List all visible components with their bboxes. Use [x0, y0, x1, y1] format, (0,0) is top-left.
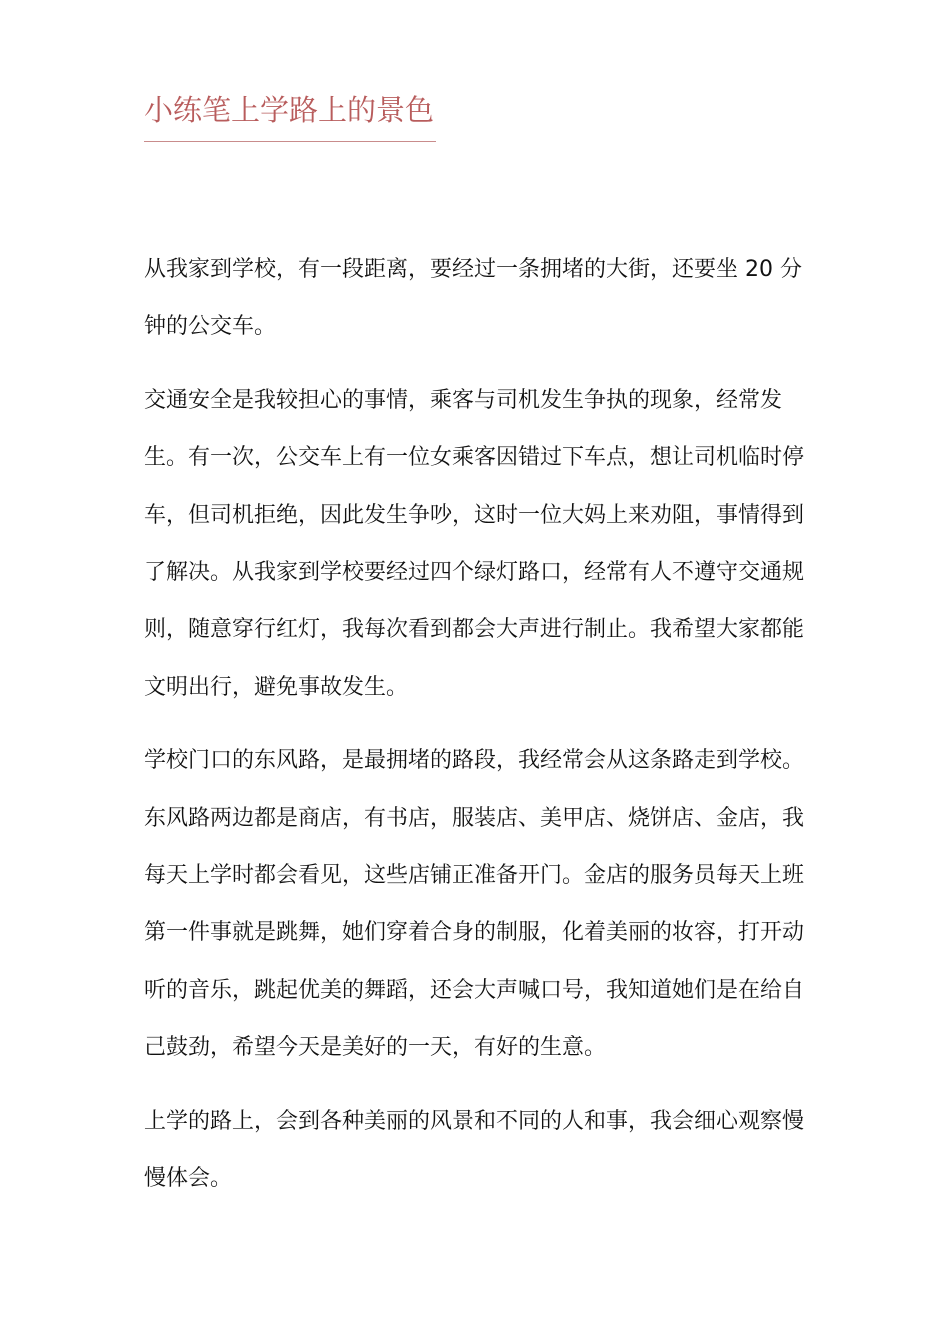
paragraph-2: 交通安全是我较担心的事情，乘客与司机发生争执的现象，经常发生。有一次，公交车上有一位女乘客因错过下车点，想让司机临时停车，但司机拒绝，因此发生争吵，这时一位大妈上来劝阻，事情得到了解决。从我家到学校要经过四个绿灯路口，经常有人不遵守交通规则，随意穿行红灯，我每次看到都会大声进行制止。我希望大家都能文明出行，避免事故发生。 [144, 387, 805, 700]
paragraph-1: 从我家到学校，有一段距离，要经过一条拥堵的大街，还要坐 20 分钟的公交车。 [144, 257, 802, 340]
document-body [144, 241, 809, 1224]
paragraph-4: 上学的路上，会到各种美丽的风景和不同的人和事，我会细心观察慢慢体会。 [144, 1108, 805, 1192]
title-underline [144, 141, 436, 142]
paragraph-3: 学校门口的东风路，是最拥堵的路段，我经常会从这条路走到学校。东风路两边都是商店，有书店，服装店、美甲店、烧饼店、金店，我每天上学时都会看见，这些店铺正准备开门。金店的服务员每天上班第一件事就是跳舞，她们穿着合身的制服，化着美丽的妆容，打开动听的音乐，跳起优美的舞蹈，还会大声喊口号，我知道她们是在给自己鼓劲，希望今天是美好的一天，有好的生意。 [144, 748, 805, 1061]
page-title: 小练笔上学路上的景色 [144, 93, 435, 127]
